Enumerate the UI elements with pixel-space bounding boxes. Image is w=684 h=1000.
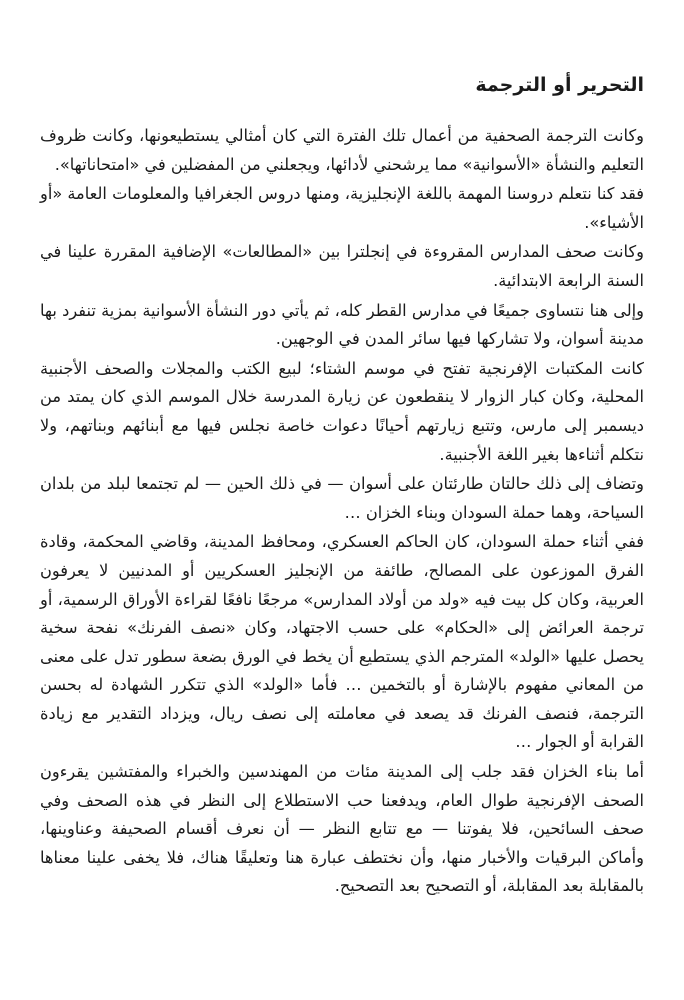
paragraph-7: ففي أثناء حملة السودان، كان الحاكم العسكري، ومحافظ المدينة، وقاضي المحكمة، وقادة الفرق الموزعون على المصالح، طائفة من الإنجليز العسكريين أو المدنيين لا يعرفون العربية، وكان كل بيت فيه «ولد من أولاد المدارس» مرجعًا نافعًا لقراءة الأوراق الرسمية، أو ترجمة العرائض إلى «الحكام» على حسب الاجتهاد، وكان «نصف الفرنك» نفحة سخية يحصل عليها «الولد» المترجم الذي يستطيع أن يخط في الورق بضعة سطور تدل على معنى من المعاني مفهوم بالإشارة أو بالتخمين … فأما «الولد» الذي تتكرر الشهادة له بحسن الترجمة، فنصف الفرنك قد يصعد في معاملته إلى نصف ريال، ويزداد التقدير مع زيادة القرابة أو الجوار … [40,532,644,752]
paragraph-6: وتضاف إلى ذلك حالتان طارئتان على أسوان — في ذلك الحين — لم تجتمعا لبلد من بلدان السياحة، وهما حملة السودان وبناء الخزان … [40,474,644,522]
body-text [40,122,644,901]
section-title: التحرير أو الترجمة [475,74,644,96]
paragraph-8: أما بناء الخزان فقد جلب إلى المدينة مئات من المهندسين والخبراء والمفتشين يقرءون الصحف الإفرنجية طوال العام، ويدفعنا حب الاستطلاع إلى النظر في هذه الصحف وفي صحف السائحين، فلا يفوتنا — مع تتابع النظر — أن نعرف أقسام الصحيفة وعناوينها، وأماكن البرقيات والأخبار منها، وأن نختطف عبارة هنا وتعليقًا هناك، فلا يخفى علينا معناها بالمقابلة بعد المقابلة، أو التصحيح بعد التصحيح. [40,762,644,896]
paragraph-4: وإلى هنا نتساوى جميعًا في مدارس القطر كله، ثم يأتي دور النشأة الأسوانية بمزية تنفرد بها مدينة أسوان، ولا تشاركها فيها سائر المدن في الوجهين. [40,300,644,349]
paragraph-5: كانت المكتبات الإفرنجية تفتح في موسم الشتاء؛ لبيع الكتب والمجلات والصحف الأجنبية المحلية، وكان كبار الزوار لا ينقطعون عن زيارة المدرسة خلال الموسم الذي كان يمتد من ديسمبر إلى مارس، وتتبع زيارتهم أحيانًا دعوات خاصة نجلس فيها مع أبنائهم وبناتهم، ولا نتكلم أثناءها بغير اللغة الأجنبية. [40,358,644,464]
paragraph-3: وكانت صحف المدارس المقروءة في إنجلترا بين «المطالعات» الإضافية المقررة علينا في السنة الرابعة الابتدائية. [40,242,644,290]
paragraph-2: فقد كنا نتعلم دروسنا المهمة باللغة الإنجليزية، ومنها دروس الجغرافيا والمعلومات العامة «أو الأشياء». [40,184,644,232]
paragraph-1: وكانت الترجمة الصحفية من أعمال تلك الفترة التي كان أمثالي يستطيعونها، وكانت ظروف التعليم والنشأة «الأسوانية» مما يرشحني لأدائها، ويجعلني من المفضلين في «امتحاناتها». [40,126,644,174]
